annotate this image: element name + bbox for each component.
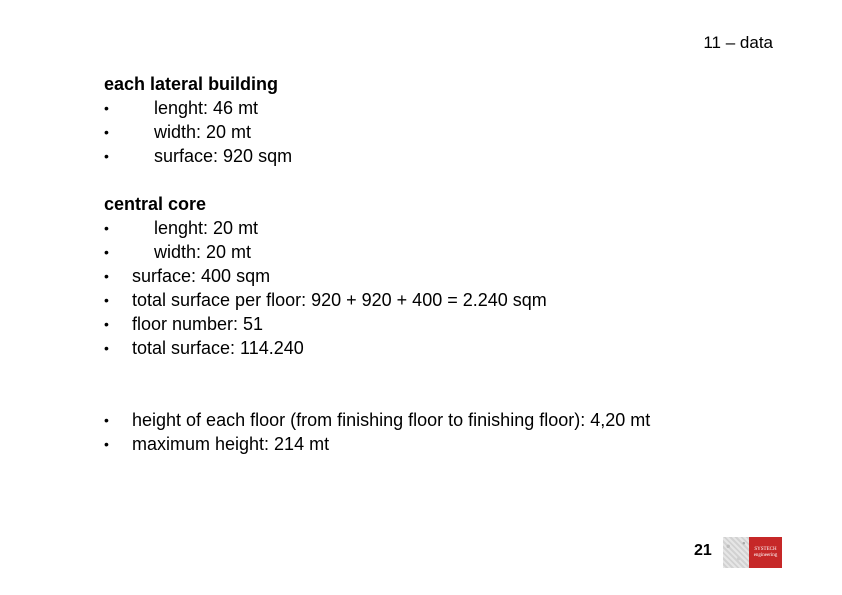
slide-content	[104, 72, 804, 456]
list-item-text: total surface: 114.240	[132, 338, 304, 358]
company-logo	[723, 537, 782, 568]
list-item-text: lenght: 46 mt	[154, 98, 259, 118]
bullet-icon: •	[104, 292, 109, 308]
section-title-central-core: central core	[104, 194, 207, 214]
list-item-text: maximum height: 214 mt	[132, 434, 330, 454]
central-core-list	[104, 216, 804, 360]
list-item-text: surface: 400 sqm	[132, 266, 271, 286]
bullet-icon: •	[104, 412, 109, 428]
bullet-icon: •	[104, 100, 109, 116]
slide-header-title: 11 – data	[703, 33, 773, 52]
bullet-icon: •	[104, 268, 109, 284]
list-item	[104, 120, 804, 144]
list-item	[104, 408, 804, 432]
height-list	[104, 408, 804, 456]
list-item	[104, 216, 804, 240]
bullet-icon: •	[104, 340, 109, 356]
bullet-icon: •	[104, 316, 109, 332]
logo-line-2: engineering	[753, 552, 778, 558]
list-item	[104, 144, 804, 168]
lateral-building-list	[104, 96, 804, 168]
page-number: 21	[694, 542, 712, 559]
bullet-icon: •	[104, 220, 109, 236]
list-item	[104, 312, 804, 336]
list-item	[104, 288, 804, 312]
list-item	[104, 264, 804, 288]
bullet-icon: •	[104, 148, 109, 164]
logo-texture-icon	[723, 537, 749, 568]
list-item-text: width: 20 mt	[154, 242, 252, 262]
list-item	[104, 96, 804, 120]
bullet-icon: •	[104, 244, 109, 260]
list-item	[104, 432, 804, 456]
list-item-text: total surface per floor: 920 + 920 + 400 = 2.240 sqm	[132, 290, 547, 310]
list-item-text: surface: 920 sqm	[154, 146, 293, 166]
list-item-text: height of each floor (from finishing floor to finishing floor): 4,20 mt	[132, 410, 651, 430]
bullet-icon: •	[104, 124, 109, 140]
list-item	[104, 240, 804, 264]
section-title-lateral-building: each lateral building	[104, 74, 279, 94]
bullet-icon: •	[104, 436, 109, 452]
spacer	[104, 360, 804, 408]
list-item-text: floor number: 51	[132, 314, 264, 334]
logo-brand-block	[749, 537, 782, 568]
list-item-text: lenght: 20 mt	[154, 218, 259, 238]
logo-line-1: SYSTECH	[754, 546, 777, 552]
spacer	[104, 168, 804, 192]
list-item-text: width: 20 mt	[154, 122, 252, 142]
list-item	[104, 336, 804, 360]
